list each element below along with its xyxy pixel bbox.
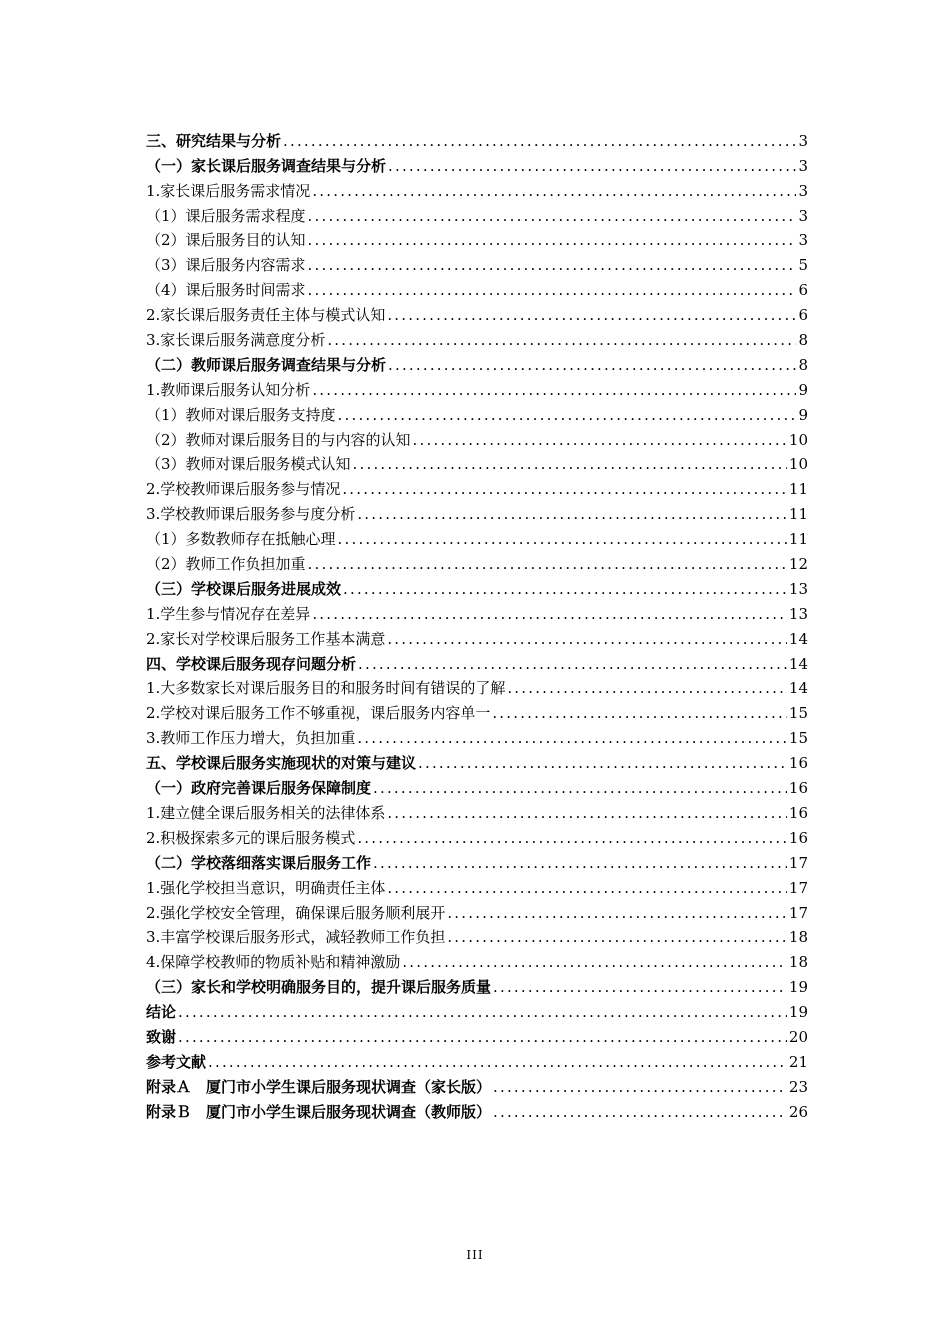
toc-entry[interactable]: [146, 599, 808, 624]
toc-entry-page: 23: [788, 1077, 808, 1096]
toc-entry-page: 16: [788, 803, 808, 822]
toc-entry-page: 11: [788, 530, 808, 549]
toc-entry-page: 16: [788, 779, 808, 798]
toc-entry-page: 12: [788, 555, 808, 574]
toc-entry-title: （1）教师对课后服务支持度: [146, 405, 336, 424]
dot-leader: [388, 156, 796, 176]
dot-leader: [208, 1052, 787, 1072]
toc-entry-page: 17: [788, 878, 808, 897]
toc-entry[interactable]: [146, 126, 808, 151]
toc-entry[interactable]: [146, 674, 808, 699]
toc-entry-title: （4）课后服务时间需求: [146, 281, 306, 300]
dot-leader: [387, 803, 787, 823]
toc-entry[interactable]: [146, 898, 808, 923]
toc-entry[interactable]: [146, 624, 808, 649]
toc-entry-title: （2）教师工作负担加重: [146, 555, 306, 574]
toc-entry-page: 11: [788, 480, 808, 499]
dot-leader: [493, 977, 787, 997]
dot-leader: [493, 1077, 787, 1097]
dot-leader: [388, 355, 796, 375]
toc-entry-title: 1.学生参与情况存在差异: [146, 604, 311, 623]
toc-entry-page: 9: [798, 380, 808, 399]
dot-leader: [402, 952, 787, 972]
toc-entry-title: 2.家长课后服务责任主体与模式认知: [146, 306, 386, 325]
dot-leader: [373, 778, 787, 798]
toc-entry[interactable]: [146, 574, 808, 599]
toc-entry-title: 1.建立健全课后服务相关的法律体系: [146, 803, 386, 822]
toc-entry[interactable]: [146, 1022, 808, 1047]
toc-entry-title: （一）政府完善课后服务保障制度: [146, 779, 372, 798]
toc-entry[interactable]: [146, 773, 808, 798]
dot-leader: [327, 330, 796, 350]
toc-entry-title: 致谢: [146, 1027, 177, 1046]
toc-entry-page: 26: [788, 1102, 808, 1121]
toc-entry-title: 五、学校课后服务实施现状的对策与建议: [146, 754, 417, 773]
toc-entry-title: 4.保障学校教师的物质补贴和精神激励: [146, 953, 401, 972]
dot-leader: [418, 753, 787, 773]
dot-leader: [387, 878, 787, 898]
toc-entry-page: 21: [788, 1052, 808, 1071]
toc-entry-page: 10: [788, 455, 808, 474]
toc-entry[interactable]: [146, 1047, 808, 1072]
toc-entry-page: 8: [798, 355, 808, 374]
dot-leader: [387, 629, 787, 649]
toc-entry-page: 10: [788, 430, 808, 449]
toc-entry-page: 13: [788, 579, 808, 598]
toc-entry[interactable]: [146, 997, 808, 1022]
toc-entry-title: 1.家长课后服务需求情况: [146, 181, 311, 200]
toc-entry[interactable]: [146, 1097, 808, 1122]
toc-entry-title: （二）学校落细落实课后服务工作: [146, 853, 372, 872]
toc-entry[interactable]: [146, 400, 808, 425]
toc-entry-page: 3: [798, 156, 808, 175]
dot-leader: [447, 903, 787, 923]
toc-entry-title: 3.家长课后服务满意度分析: [146, 331, 326, 350]
toc-entry-title: 参考文献: [146, 1052, 207, 1071]
toc-entry-title: 四、学校课后服务现存问题分析: [146, 654, 357, 673]
toc-entry[interactable]: [146, 375, 808, 400]
dot-leader: [338, 405, 797, 425]
dot-leader: [493, 1102, 787, 1122]
toc-entry-page: 6: [798, 281, 808, 300]
toc-entry-title: 附录Ｂ 厦门市小学生课后服务现状调查（教师版）: [146, 1102, 492, 1121]
toc-entry-page: 18: [788, 953, 808, 972]
toc-entry[interactable]: [146, 325, 808, 350]
toc-entry-title: （三）学校课后服务进展成效: [146, 579, 342, 598]
toc-entry[interactable]: [146, 226, 808, 251]
toc-entry[interactable]: [146, 923, 808, 948]
dot-leader: [308, 554, 787, 574]
toc-entry[interactable]: [146, 350, 808, 375]
dot-leader: [358, 654, 787, 674]
toc-entry-title: （1）课后服务需求程度: [146, 206, 306, 225]
toc-entry-title: 3.学校教师课后服务参与度分析: [146, 505, 356, 524]
toc-entry-title: 1.强化学校担当意识，明确责任主体: [146, 878, 386, 897]
toc-entry-page: 13: [788, 604, 808, 623]
toc-entry[interactable]: [146, 176, 808, 201]
toc-entry-title: 3.丰富学校课后服务形式，减轻教师工作负担: [146, 928, 446, 947]
toc-entry[interactable]: [146, 798, 808, 823]
toc-entry[interactable]: [146, 300, 808, 325]
toc-entry-title: （三）家长和学校明确服务目的，提升课后服务质量: [146, 978, 492, 997]
toc-entry[interactable]: [146, 972, 808, 997]
toc-entry[interactable]: [146, 275, 808, 300]
dot-leader: [308, 280, 797, 300]
table-of-contents: [146, 126, 808, 1122]
toc-entry[interactable]: [146, 450, 808, 475]
toc-entry-title: 2.积极探索多元的课后服务模式: [146, 828, 356, 847]
toc-entry-page: 3: [798, 181, 808, 200]
toc-entry-page: 3: [798, 206, 808, 225]
toc-entry-page: 9: [798, 405, 808, 424]
dot-leader: [338, 529, 787, 549]
toc-entry-page: 3: [798, 231, 808, 250]
toc-entry[interactable]: [146, 549, 808, 574]
toc-entry[interactable]: [146, 250, 808, 275]
dot-leader: [308, 230, 797, 250]
toc-entry-title: 1.教师课后服务认知分析: [146, 380, 311, 399]
toc-entry-title: （1）多数教师存在抵触心理: [146, 530, 336, 549]
dot-leader: [308, 206, 797, 226]
dot-leader: [492, 703, 787, 723]
toc-entry-title: 2.家长对学校课后服务工作基本满意: [146, 629, 386, 648]
dot-leader: [387, 305, 796, 325]
toc-entry-title: 2.学校对课后服务工作不够重视，课后服务内容单一: [146, 704, 491, 723]
dot-leader: [447, 927, 787, 947]
dot-leader: [413, 430, 787, 450]
page-number: III: [466, 1248, 484, 1262]
dot-leader: [343, 579, 787, 599]
toc-entry-page: 16: [788, 754, 808, 773]
toc-entry-page: 20: [788, 1027, 808, 1046]
dot-leader: [342, 479, 787, 499]
toc-entry-page: 19: [788, 978, 808, 997]
toc-entry-title: （2）教师对课后服务目的与内容的认知: [146, 430, 411, 449]
toc-entry-page: 8: [798, 331, 808, 350]
dot-leader: [357, 504, 787, 524]
toc-entry-title: 2.强化学校安全管理，确保课后服务顺利展开: [146, 903, 446, 922]
toc-entry-page: 14: [788, 629, 808, 648]
toc-entry-title: （3）教师对课后服务模式认知: [146, 455, 351, 474]
toc-entry[interactable]: [146, 748, 808, 773]
toc-entry[interactable]: [146, 151, 808, 176]
dot-leader: [373, 853, 787, 873]
toc-entry[interactable]: [146, 698, 808, 723]
dot-leader: [353, 454, 787, 474]
toc-entry[interactable]: [146, 499, 808, 524]
toc-entry-title: 3.教师工作压力增大，负担加重: [146, 729, 356, 748]
toc-entry-page: 6: [798, 306, 808, 325]
toc-entry[interactable]: [146, 848, 808, 873]
toc-entry-title: （3）课后服务内容需求: [146, 256, 306, 275]
toc-entry-page: 5: [798, 256, 808, 275]
toc-entry-title: 三、研究结果与分析: [146, 131, 282, 150]
toc-entry[interactable]: [146, 649, 808, 674]
dot-leader: [312, 380, 796, 400]
toc-entry-page: 3: [798, 131, 808, 150]
toc-entry[interactable]: [146, 723, 808, 748]
toc-entry-title: （2）课后服务目的认知: [146, 231, 306, 250]
toc-entry-page: 16: [788, 828, 808, 847]
toc-entry-page: 17: [788, 853, 808, 872]
toc-entry[interactable]: [146, 823, 808, 848]
toc-entry-title: 附录Ａ 厦门市小学生课后服务现状调查（家长版）: [146, 1077, 492, 1096]
toc-entry[interactable]: [146, 201, 808, 226]
toc-entry-title: 结论: [146, 1003, 177, 1022]
toc-entry-page: 19: [788, 1003, 808, 1022]
toc-entry-page: 17: [788, 903, 808, 922]
dot-leader: [283, 131, 796, 151]
dot-leader: [357, 728, 787, 748]
toc-entry-title: 1.大多数家长对课后服务目的和服务时间有错误的了解: [146, 679, 506, 698]
toc-entry-page: 15: [788, 729, 808, 748]
toc-entry-page: 14: [788, 654, 808, 673]
toc-entry[interactable]: [146, 474, 808, 499]
toc-entry-page: 14: [788, 679, 808, 698]
toc-entry[interactable]: [146, 947, 808, 972]
toc-entry-title: 2.学校教师课后服务参与情况: [146, 480, 341, 499]
dot-leader: [507, 678, 787, 698]
toc-entry[interactable]: [146, 1072, 808, 1097]
toc-entry-page: 18: [788, 928, 808, 947]
toc-entry[interactable]: [146, 873, 808, 898]
toc-entry-page: 11: [788, 505, 808, 524]
toc-entry[interactable]: [146, 524, 808, 549]
dot-leader: [178, 1027, 787, 1047]
toc-entry-page: 15: [788, 704, 808, 723]
dot-leader: [312, 181, 796, 201]
dot-leader: [357, 828, 787, 848]
toc-entry[interactable]: [146, 425, 808, 450]
toc-entry-title: （一）家长课后服务调查结果与分析: [146, 156, 387, 175]
toc-entry-title: （二）教师课后服务调查结果与分析: [146, 355, 387, 374]
dot-leader: [178, 1002, 787, 1022]
dot-leader: [308, 255, 797, 275]
dot-leader: [312, 604, 787, 624]
